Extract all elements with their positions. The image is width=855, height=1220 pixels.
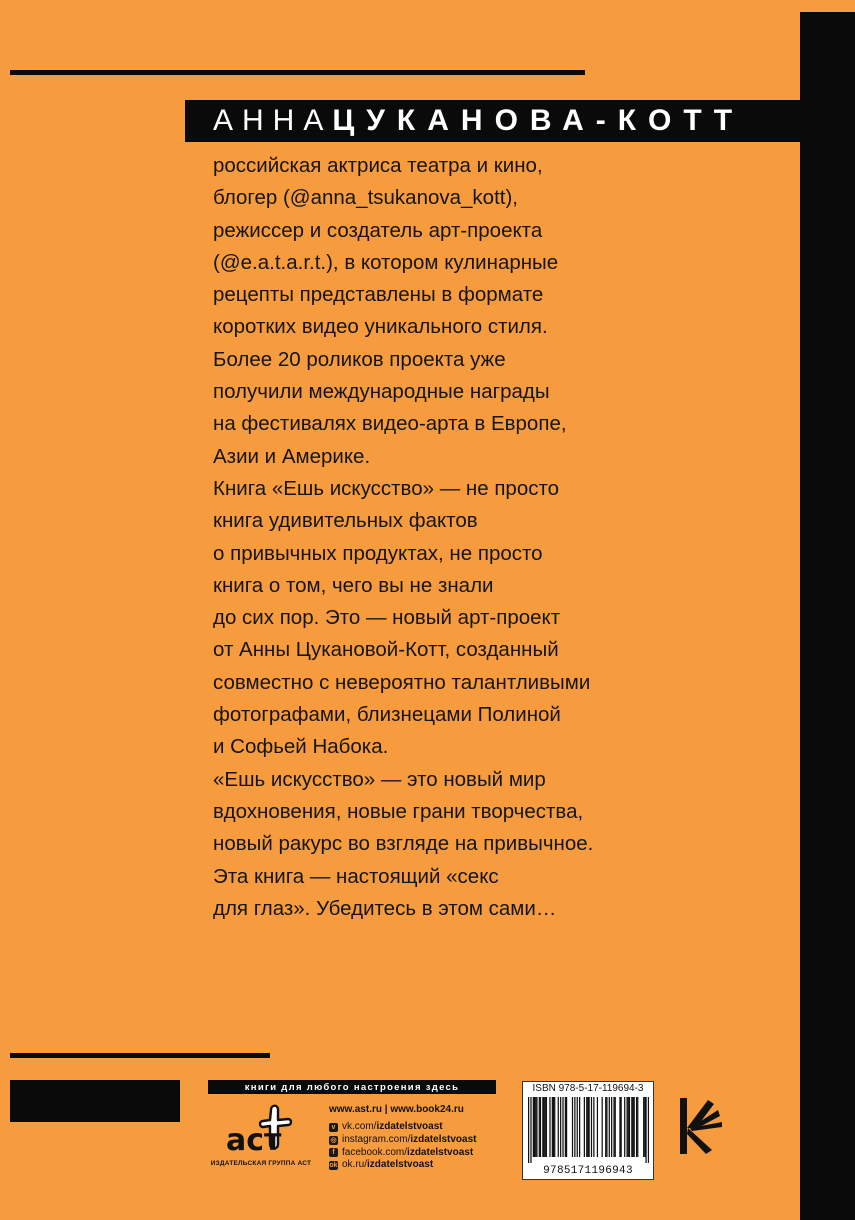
social-link-facebook[interactable] xyxy=(329,1147,477,1160)
odnoklassniki-icon: ok xyxy=(329,1162,338,1170)
instagram-icon: ◎ xyxy=(330,1136,337,1144)
author-name-bar xyxy=(185,100,800,142)
social-link-handle: izdatelstvoast xyxy=(410,1133,477,1145)
social-link-handle: izdatelstvoast xyxy=(376,1121,443,1132)
spine-black-band xyxy=(800,12,855,1220)
social-link-prefix: facebook.com/ xyxy=(342,1146,408,1158)
publisher-caption: ИЗДАТЕЛЬСКАЯ ГРУППА АСТ xyxy=(210,1160,312,1167)
author-bio xyxy=(213,150,633,925)
site-links xyxy=(329,1104,464,1115)
social-link-instagram[interactable] xyxy=(329,1134,477,1147)
facebook-icon: f xyxy=(329,1148,338,1157)
social-link-prefix: ok.ru/ xyxy=(342,1159,368,1171)
social-link-vk[interactable] xyxy=(329,1121,477,1134)
isbn-barcode xyxy=(522,1081,654,1180)
barcode-bars xyxy=(528,1097,649,1163)
k-book-logo-icon xyxy=(678,1094,730,1158)
isbn-label: ISBN 978-5-17-119694-3 xyxy=(532,1083,644,1094)
social-link-prefix: instagram.com/ xyxy=(342,1133,411,1145)
bottom-black-block xyxy=(10,1080,180,1122)
social-link-handle: izdatelstvoast xyxy=(367,1159,434,1171)
vk-icon: v xyxy=(329,1123,338,1132)
site-link-book24[interactable]: www.book24.ru xyxy=(390,1104,464,1115)
top-divider xyxy=(10,70,585,75)
bottom-divider xyxy=(10,1053,270,1058)
site-link-ast[interactable]: www.ast.ru xyxy=(329,1104,382,1115)
social-link-odnoklassniki[interactable] xyxy=(329,1159,477,1172)
ast-logo xyxy=(222,1100,298,1158)
social-link-handle: izdatelstvoast xyxy=(407,1146,474,1158)
author-last-name: ЦУКАНОВА-КОТТ xyxy=(332,104,745,137)
ast-logo-text: аст xyxy=(226,1123,282,1158)
social-link-prefix: vk.com/ xyxy=(342,1121,377,1132)
author-first-name: АННА xyxy=(213,104,333,137)
bio-paragraph: «Ешь искусство» — это новый мир вдохновения, новые грани творчества, новый ракурс во взгляде на привычное. Эта книга — настоящий «секс для глаз». Убедитесь в этом сами… xyxy=(213,767,594,920)
bio-paragraph: российская актриса театра и кино, блогер (@anna_tsukanova_kott), режиссер и создатель арт-проекта (@e.a.t.a.r.t.), в котором кулинарные рецепты представлены в формате коротких видео уникального стиля. Более 20 роликов проекта уже получили международные награды на фестивалях видео-арта в Европе, Азии и Америке. xyxy=(213,154,567,468)
bio-paragraph: Книга «Ешь искусство» — не просто книга удивительных фактов о привычных продуктах, не просто книга о том, чего вы не знали до сих пор. Это — новый арт-проект от Анны Цукановой-Котт, созданный совместно с невероятно талантливыми фотографами, близнецами Полиной и Софьей Набока. xyxy=(213,476,591,759)
site-link-separator: | xyxy=(381,1104,391,1115)
barcode-digits: 9785171196943 xyxy=(543,1165,633,1177)
publisher-slogan: книги для любого настроения здесь xyxy=(208,1080,496,1094)
social-links xyxy=(329,1121,477,1172)
